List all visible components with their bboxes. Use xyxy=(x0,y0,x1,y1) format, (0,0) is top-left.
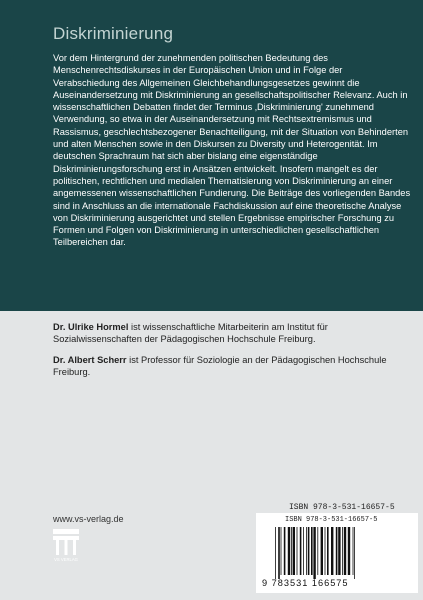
publisher-logo-icon xyxy=(53,529,79,563)
author-bio xyxy=(53,354,411,379)
book-description xyxy=(53,52,411,249)
description-text: Vor dem Hintergrund der zunehmenden politischen Bedeutung des Menschenrechtsdiskurses in der Europäischen Union und in Folge der Verabschiedung des Allgemeinen Gleichbehandlungsgesetzes gewinnt die Auseinandersetzung mit Diskriminierung an gesellschaftspolitischer Relevanz. Auch in wissenschaftlichen Debatten findet der Terminus ‚Diskriminierung' zunehmend Verwendung, so etwa in der Auseinandersetzung mit Rechtsextremismus und Rassismus, geschlechtsbezogener Benachteiligung, mit der Situation von Behinderten und alten Menschen sowie in den Diskursen zu Diversity und Heterogenität. Im deutschen Sprachraum hat sich aber bislang eine eigenständige Diskriminierungsforschung erst in Ansätzen entwickelt. Insofern mangelt es der politischen, rechtlichen und medialen Thematisierung von Diskriminierung an einer angemessenen wissenschaftlichen Fundierung. Die Beiträge des vorliegenden Bandes sind in Anschluss an die internationale Fachdiskussion auf eine theoretische Analyse von Diskriminierung ausgerichtet und stellen Ergebnisse empirischer Forschung zu Formen und Folgen von Diskriminierung in unterschiedlichen gesellschaftlichen Teilbereichen dar. xyxy=(53,53,411,248)
barcode-bar xyxy=(336,527,338,575)
isbn-label: ISBN 978-3-531-16657-5 xyxy=(289,503,395,512)
barcode-bar xyxy=(300,527,302,575)
barcode-bar xyxy=(278,527,280,579)
barcode-bar xyxy=(297,527,298,575)
author-description: ist Professor für Soziologie an der Pädagogischen Hochschule Freiburg. xyxy=(53,354,387,377)
barcode-bar xyxy=(327,527,329,575)
barcode-bar xyxy=(308,527,310,575)
author-bio xyxy=(53,321,411,346)
book-title: Diskriminierung xyxy=(53,24,174,43)
barcode-bar xyxy=(293,527,295,575)
barcode-bar xyxy=(354,527,355,579)
barcode-bar xyxy=(325,527,326,575)
publisher-logo-text: VS VERLAG xyxy=(54,557,78,562)
barcode-bars xyxy=(275,527,410,579)
barcode-bar xyxy=(291,527,292,575)
barcode-bar xyxy=(344,527,346,575)
barcode-bar xyxy=(317,527,318,575)
barcode-bar xyxy=(353,527,354,575)
barcode-bar xyxy=(288,527,290,575)
barcode-digits: 9 783531 166575 xyxy=(262,578,349,588)
barcode-bar xyxy=(284,527,286,575)
author-bios xyxy=(53,321,411,386)
barcode-bar xyxy=(348,527,350,575)
barcode-bar xyxy=(306,527,307,575)
author-name: Dr. Albert Scherr xyxy=(53,354,127,365)
author-description: ist wissenschaftliche Mitarbeiterin am Institut für Sozialwissenschaften der Pädagogischen Hochschule Freiburg. xyxy=(53,322,328,345)
publisher-url[interactable]: www.vs-verlag.de xyxy=(53,514,124,524)
barcode-bar xyxy=(331,527,333,575)
barcode-bar xyxy=(281,527,282,575)
barcode-bar xyxy=(303,527,304,575)
author-name: Dr. Ulrike Hormel xyxy=(53,322,129,332)
barcode-bar xyxy=(311,527,313,575)
barcode-bar xyxy=(321,527,323,575)
barcode-isbn: ISBN 978-3-531-16657-5 xyxy=(285,516,378,524)
barcode-bar xyxy=(338,527,340,575)
barcode-bar xyxy=(275,527,276,579)
barcode-bar xyxy=(313,527,315,579)
barcode-bar xyxy=(342,527,343,575)
